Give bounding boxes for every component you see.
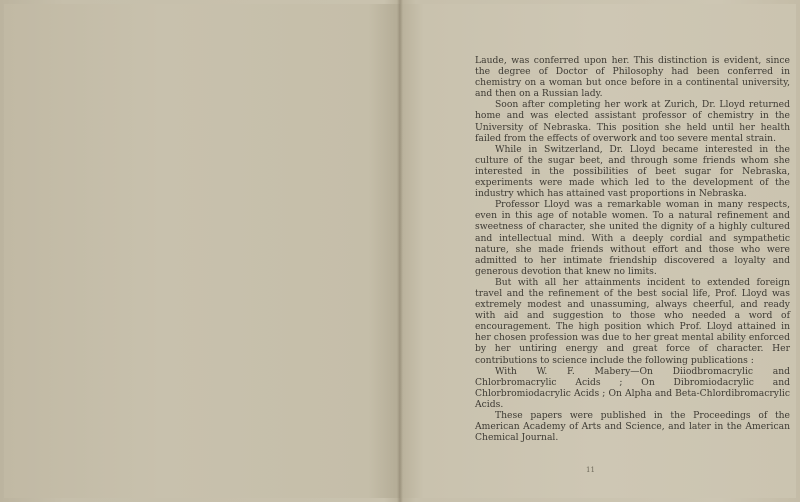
- paragraph-4: Professor Lloyd was a remarkable woman in many respects, even in this age of notable women. To a natural refinement and sweetness of character, she united the dignity of a highly cultured and intellectual mind. With a deeply cordial and sympathetic nature, she made friends without effort and those who were admitted to her intimate friendship discovered a loyalty and generous devotion that knew no limits.: [475, 199, 790, 277]
- book-spine: [397, 0, 403, 502]
- paragraph-2: Soon after completing her work at Zurich, Dr. Lloyd returned home and was elected assistant professor of chemistry in the University of Nebraska. This position she held until her health failed from the effects of overwork and too severe mental strain.: [475, 99, 790, 144]
- page-number: 11: [586, 466, 595, 474]
- paragraph-7: These papers were published in the Proceedings of the American Academy of Arts and Science, and later in the American Chemical Journal.: [475, 410, 790, 444]
- left-page-blank: [4, 4, 400, 498]
- paragraph-5: But with all her attainments incident to extended foreign travel and the refinement of the best social life, Prof. Lloyd was extremely modest and unassuming, always cheerful, and ready with aid and suggestion to those who needed a word of encouragement. The high position which Prof. Lloyd attained in her chosen profession was due to her great mental ability enforced by her untiring energy and great force of character. Her contributions to science include the following publications :: [475, 276, 790, 366]
- paragraph-6: With W. F. Mabery—On Diiodbromacrylic and Chlorbromacrylic Acids ; On Dibromiodacrylic and Chlorbromiodacrylic Acids ; On Alpha and Beta-Chlordibromacrylic Acids.: [475, 365, 790, 410]
- body-text: [475, 55, 790, 443]
- paragraph-1: Laude, was conferred upon her. This distinction is evident, since the degree of Doctor of Philosophy had been conferred in chemistry on a woman but once before in a continental university, and then on a Russian lady.: [475, 55, 790, 100]
- paragraph-3: While in Switzerland, Dr. Lloyd became interested in the culture of the sugar beet, and through some friends whom she interested in the possibilities of beet sugar for Nebraska, experiments were made which led to the development of the industry which has attained vast proportions in Nebraska.: [475, 143, 790, 200]
